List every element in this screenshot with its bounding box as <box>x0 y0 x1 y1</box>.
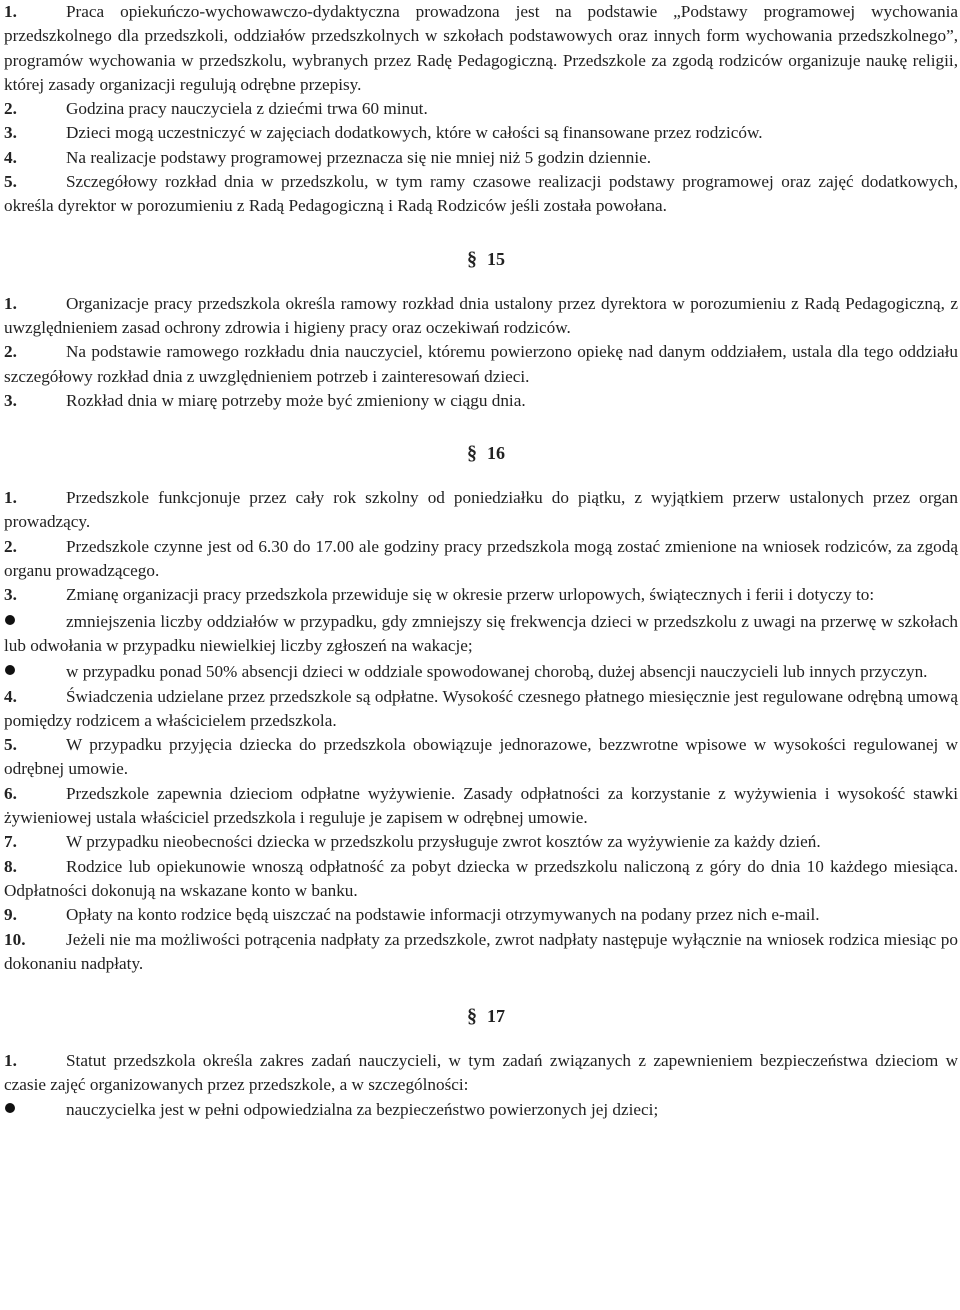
point-text: Przedszkole czynne jest od 6.30 do 17.00 ale godziny pracy przedszkola mogą zostać zmienione na wniosek rodziców, za zgodą organu prowadzącego. <box>4 536 958 581</box>
section-15-body <box>4 292 958 413</box>
point-number: 2. <box>4 536 17 556</box>
section-heading-15 <box>4 247 958 271</box>
section-number: 17 <box>487 1006 505 1027</box>
point-number: 2. <box>4 342 17 362</box>
point <box>4 0 958 97</box>
point-number: 3. <box>4 585 17 605</box>
point-text: Jeżeli nie ma możliwości potrącenia nadpłaty za przedszkole, zwrot nadpłaty następuje wyłącznie na wniosek rodzica miesiąc po dokonaniu nadpłaty. <box>4 929 958 973</box>
point <box>4 855 958 904</box>
point-number: 1. <box>4 1051 17 1071</box>
point-number: 3. <box>4 390 17 410</box>
point <box>4 733 958 782</box>
point-text: Szczegółowy rozkład dnia w przedszkolu, w tym ramy czasowe realizacji podstawy programowej oraz zajęć dodatkowych, określa dyrektor w porozumieniu z Radą Pedagogiczną i Radą Rodziców jeśli została powołana. <box>4 172 958 216</box>
section-17-body <box>4 1049 958 1122</box>
point-text: Godzina pracy nauczyciela z dziećmi trwa 60 minut. <box>66 99 428 119</box>
point <box>4 535 958 584</box>
point-text: Dzieci mogą uczestniczyć w zajęciach dodatkowych, które w całości są finansowane przez rodziców. <box>66 123 763 143</box>
bullet-text: nauczycielka jest w pełni odpowiedzialna za bezpieczeństwo powierzonych jej dzieci; <box>66 1099 659 1119</box>
section-16-body <box>4 486 958 976</box>
point <box>4 97 958 121</box>
point-text: Świadczenia udzielane przez przedszkole są odpłatne. Wysokość czesnego płatnego miesięcznie jest regulowane odrębną umową pomiędzy rodzicem a właścicielem przedszkola. <box>4 686 958 730</box>
point <box>4 928 958 977</box>
point <box>4 782 958 831</box>
point <box>4 146 958 170</box>
point-number: 2. <box>4 99 17 119</box>
point-number: 1. <box>4 293 17 313</box>
point-text: Na realizacje podstawy programowej przeznacza się nie mniej niż 5 godzin dziennie. <box>66 147 652 167</box>
point-number: 7. <box>4 832 17 852</box>
point <box>4 170 958 219</box>
point-text: Statut przedszkola określa zakres zadań nauczycieli, w tym zadań związanych z zapewnieniem bezpieczeństwa dzieciom w czasie zajęć organizowanych przez przedszkole, a w szczególności: <box>4 1051 958 1095</box>
point <box>4 685 958 734</box>
point-number: 8. <box>4 856 17 876</box>
point-text: Przedszkole funkcjonuje przez cały rok szkolny od poniedziałku do piątku, z wyjątkiem przerw ustalonych przez organ prowadzący. <box>4 488 958 532</box>
bullet-item <box>4 660 958 684</box>
point-number: 6. <box>4 783 17 803</box>
point-number: 5. <box>4 172 17 192</box>
point-text: Rodzice lub opiekunowie wnoszą odpłatność za pobyt dziecka w przedszkolu naliczoną z góry do dnia 10 każdego miesiąca. Odpłatności dokonują na wskazane konto w banku. <box>4 856 958 900</box>
point <box>4 830 958 854</box>
point <box>4 486 958 535</box>
point-text: Rozkład dnia w miarę potrzeby może być zmieniony w ciągu dnia. <box>66 390 526 410</box>
point-text: Organizacje pracy przedszkola określa ramowy rozkład dnia ustalony przez dyrektora w porozumieniu z Radą Pedagogiczną, z uwzględnieniem zasad ochrony zdrowia i higieny pracy oraz oczekiwań rodziców. <box>4 293 958 337</box>
section-number: 15 <box>487 248 505 269</box>
bullet-item <box>4 610 958 659</box>
bullet-text: zmniejszenia liczby oddziałów w przypadku, gdy zmniejszy się frekwencja dzieci w przedszkolu z uwagi na przerwę w szkołach lub odwołania w przypadku niewielkiej liczby zgłoszeń na wakacje; <box>4 611 958 655</box>
point-number: 10. <box>4 929 26 949</box>
point-text: W przypadku przyjęcia dziecka do przedszkola obowiązuje jednorazowe, bezzwrotne wpisowe w wysokości regulowanej w odrębnej umowie. <box>4 735 958 779</box>
point <box>4 1049 958 1098</box>
section-number: 16 <box>487 443 505 464</box>
bullet-text: w przypadku ponad 50% absencji dzieci w oddziale spowodowanej chorobą, dużej absencji nauczycieli lub innych przyczyn. <box>66 662 928 682</box>
section-14-tail <box>4 0 958 219</box>
point <box>4 292 958 341</box>
point-text: W przypadku nieobecności dziecka w przedszkolu przysługuje zwrot kosztów za wyżywienie za każdy dzień. <box>66 832 821 852</box>
point-number: 3. <box>4 123 17 143</box>
section-sign: § <box>467 247 477 270</box>
point <box>4 903 958 927</box>
point-text: Praca opiekuńczo-wychowawczo-dydaktyczna prowadzona jest na podstawie „Podstawy programowej wychowania przedszkolnego dla przedszkoli, oddziałów przedszkolnych w szkołach podstawowych oraz innych form wychowania przedszkolnego”, programów wychowania w przedszkolu, wybranych przez Radę Pedagogiczną. Przedszkole za zgodą rodziców organizuje naukę religii, której zasady organizacji regulują odrębne przepisy. <box>4 2 958 94</box>
point-number: 4. <box>4 147 17 167</box>
point <box>4 583 958 607</box>
point-number: 1. <box>4 2 17 21</box>
point <box>4 121 958 145</box>
section-heading-16 <box>4 441 958 465</box>
section-sign: § <box>467 1005 477 1028</box>
point <box>4 340 958 389</box>
point <box>4 389 958 413</box>
point-number: 5. <box>4 735 17 755</box>
section-heading-17 <box>4 1004 958 1028</box>
bullet-item <box>4 1098 958 1122</box>
point-number: 9. <box>4 905 17 925</box>
section-sign: § <box>467 442 477 465</box>
point-text: Zmianę organizacji pracy przedszkola przewiduje się w okresie przerw urlopowych, świątecznych i ferii i dotyczy to: <box>66 585 875 605</box>
point-text: Na podstawie ramowego rozkładu dnia nauczyciel, któremu powierzono opiekę nad danym oddziałem, ustala dla tego oddziału szczegółowy rozkład dnia z uwzględnieniem potrzeb i zainteresowań dzieci. <box>4 342 958 386</box>
point-text: Przedszkole zapewnia dzieciom odpłatne wyżywienie. Zasady odpłatności za korzystanie z wyżywienia i wysokość stawki żywieniowej ustala właściciel przedszkola i reguluje je zapisem w odrębnej umowie. <box>4 783 958 828</box>
point-text: Opłaty na konto rodzice będą uiszczać na podstawie informacji otrzymywanych na podany przez nich e-mail. <box>66 905 820 925</box>
point-number: 4. <box>4 686 17 706</box>
point-number: 1. <box>4 488 17 508</box>
